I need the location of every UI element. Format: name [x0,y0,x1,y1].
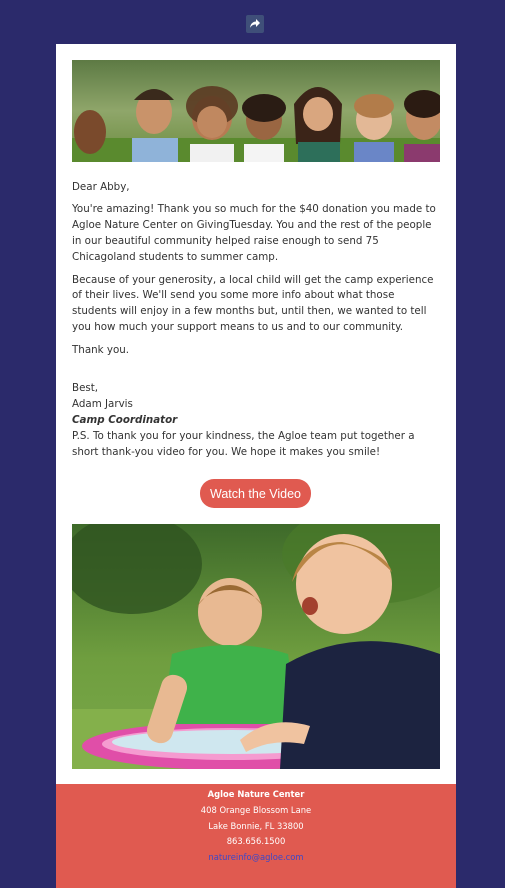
paragraph-generosity: Because of your generosity, a local child will get the camp experience of their lives. We'll send you some more info about what those students will enjoy in a few months but, until then, we wanted to tell you how much your support means to us and to our community. [72,273,434,334]
footer-address-line1: 408 Orange Blossom Lane [200,804,312,815]
hero-photo-children [72,60,440,162]
paragraph-thank-you: Thank you. [72,344,130,357]
email-card [56,44,456,784]
footer-org-name: Agloe Nature Center [207,789,305,799]
postscript: P.S. To thank you for your kindness, the Agloe team put together a short thank-you video for you. We hope it makes you smile! [72,429,415,458]
greeting: Dear Abby, [72,181,130,193]
photo-boys-playing [72,524,440,769]
footer-address-line2: Lake Bonnie, FL 33800 [208,820,304,831]
letter-body [72,180,442,468]
signer-name: Adam Jarvis [72,397,133,410]
footer [56,784,456,888]
paragraph-thanks: You're amazing! Thank you so much for the $40 donation you made to Agloe Nature Center on GivingTuesday. You and the rest of the people in our beautiful community helped raise enough to send 75 Chicagoland students to summer camp. [72,202,436,263]
share-button[interactable] [246,15,264,33]
signature-block [72,381,442,429]
footer-phone: 863.656.1500 [226,836,286,847]
signer-title: Camp Coordinator [72,413,178,426]
share-forward-icon [249,18,261,30]
closing: Best, [72,382,99,395]
footer-email-link[interactable]: natureinfo@agloe.com [208,852,304,863]
watch-video-button[interactable]: Watch the Video [200,479,311,508]
